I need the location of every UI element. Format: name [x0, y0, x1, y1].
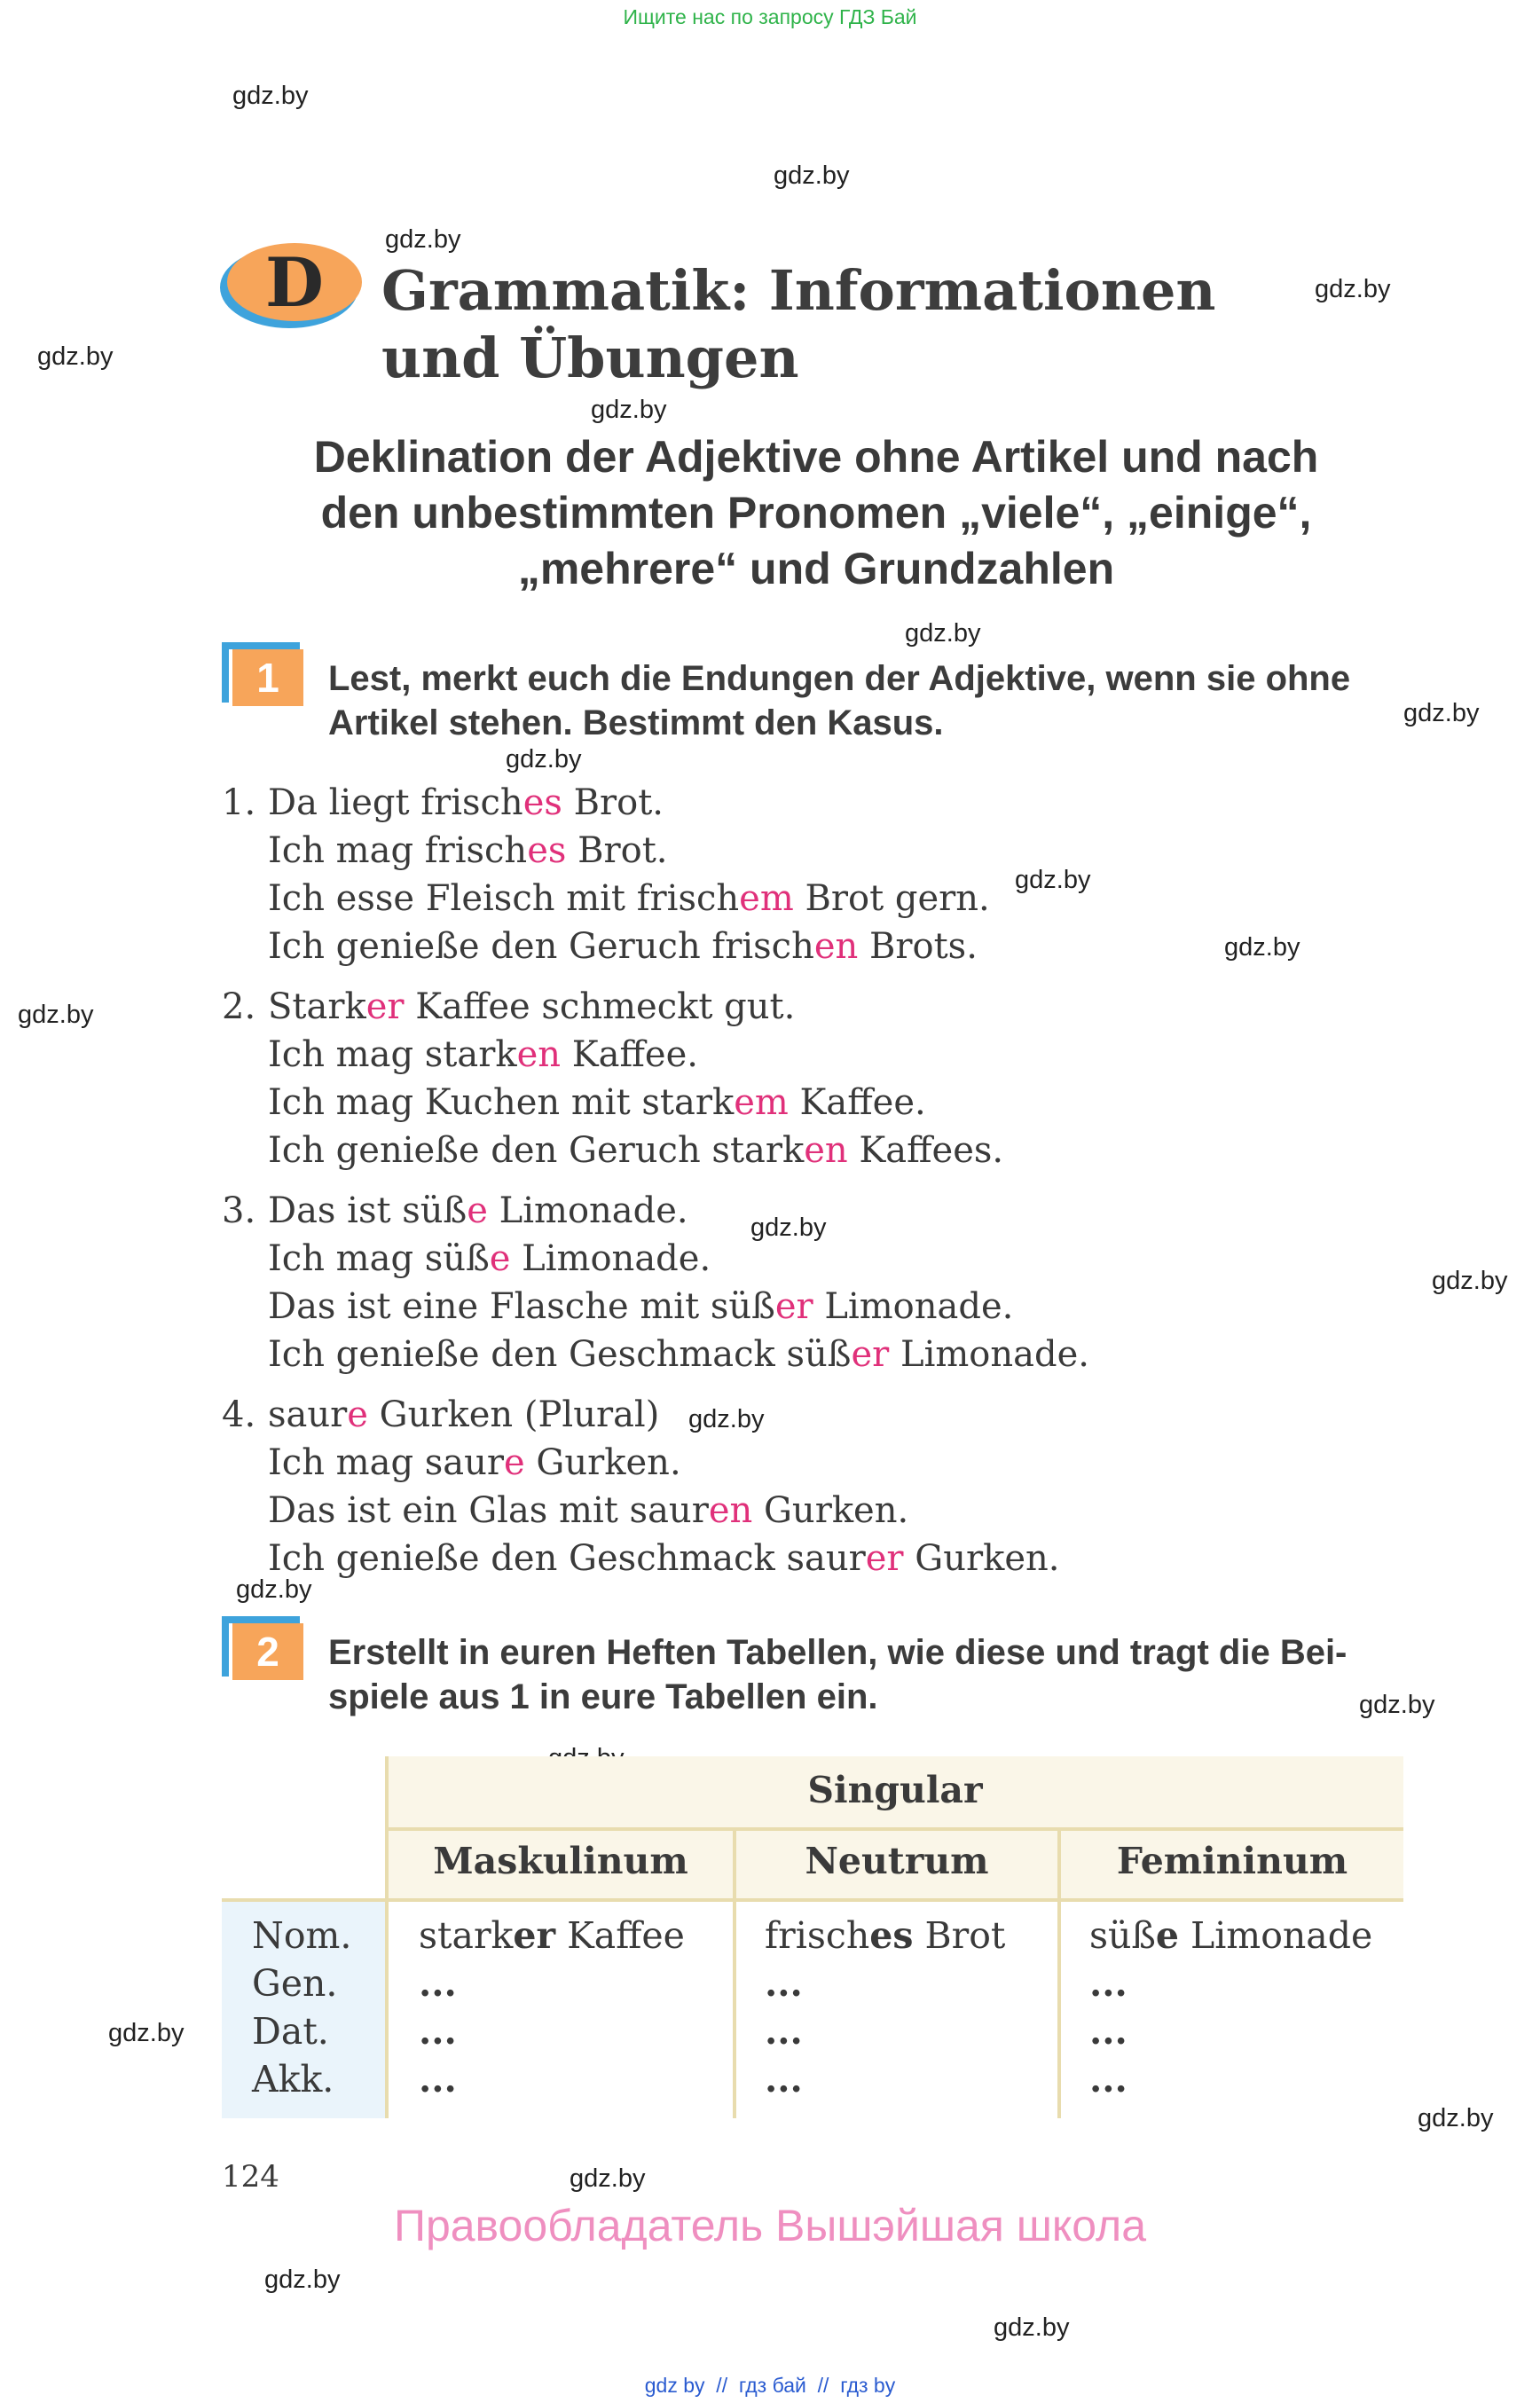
- task2-number-badge: 2: [232, 1623, 303, 1680]
- watermark: gdz.by: [37, 342, 114, 371]
- watermark: gdz.by: [994, 2313, 1070, 2342]
- example-line: Ich genieße den Geruch starken Kaffees.: [268, 1130, 1004, 1171]
- adjective-ending: en: [708, 1490, 753, 1531]
- example-line: Ich esse Fleisch mit frischem Brot gern.: [268, 878, 990, 919]
- case-label-dat: Dat.: [252, 2010, 329, 2053]
- watermark: gdz.by: [750, 1213, 827, 1242]
- example-line: saure Gurken (Plural): [268, 1394, 660, 1435]
- watermark: gdz.by: [232, 82, 309, 110]
- example-line: Ich mag starken Kaffee.: [268, 1034, 698, 1075]
- adjective-ending: en: [516, 1034, 562, 1075]
- top-search-note: Ищите нас по запросу ГДЗ Бай: [623, 5, 917, 28]
- example-number: 4.: [222, 1394, 256, 1435]
- task1-instruction-line1: Lest, merkt euch die Endungen der Adjektive, wenn sie ohne: [328, 659, 1351, 698]
- table-cell-placeholder: ...: [419, 2010, 457, 2053]
- watermark: gdz.by: [1432, 1267, 1508, 1295]
- adjective-ending: em: [739, 878, 794, 919]
- watermark: gdz.by: [1359, 1691, 1435, 1719]
- example-line: Das ist süße Limonade.: [268, 1190, 688, 1231]
- watermark: gdz.by: [570, 2164, 646, 2193]
- example-line: Das ist ein Glas mit sauren Gurken.: [268, 1490, 909, 1531]
- example-line: Ich genieße den Geschmack saurer Gurken.: [268, 1538, 1060, 1579]
- adjective-ending: e: [347, 1394, 368, 1435]
- task1-number-badge: 1: [232, 649, 303, 706]
- column-header-femininum: Femininum: [1116, 1840, 1348, 1882]
- example-number: 2.: [222, 986, 256, 1027]
- section-badge: [218, 238, 365, 332]
- table-cell-placeholder: ...: [1089, 1962, 1128, 2005]
- example-line: Ich mag Kuchen mit starkem Kaffee.: [268, 1082, 926, 1123]
- adjective-ending: es: [522, 782, 562, 823]
- watermark: gdz.by: [591, 396, 667, 424]
- adjective-ending: en: [804, 1130, 848, 1171]
- table-cell-placeholder: ...: [419, 2058, 457, 2101]
- watermark: gdz.by: [18, 1001, 94, 1029]
- watermark: gdz.by: [264, 2266, 341, 2294]
- subtitle-line3: „mehrere“ und Grundzahlen: [517, 544, 1115, 593]
- watermark: gdz.by: [1418, 2104, 1494, 2132]
- watermark: gdz.by: [688, 1405, 765, 1433]
- table-cell-nom-fem: süße Limonade: [1089, 1914, 1373, 1957]
- task2-badge-bar: [222, 1616, 300, 1623]
- adjective-ending: e: [504, 1442, 525, 1483]
- bottom-links[interactable]: gdz by // гдз бай // гдз by: [644, 2374, 896, 2397]
- adjective-ending: er: [865, 1538, 904, 1579]
- copyright-notice: Правообладатель Вышэйшая школа: [394, 2201, 1146, 2250]
- example-line: Da liegt frisches Brot.: [268, 782, 664, 823]
- adjective-ending: er: [851, 1334, 890, 1375]
- adjective-ending: er: [365, 986, 405, 1027]
- column-header-maskulinum: Maskulinum: [433, 1840, 688, 1882]
- watermark: gdz.by: [506, 745, 582, 774]
- section-letter: D: [265, 243, 324, 322]
- watermark: gdz.by: [236, 1575, 312, 1604]
- adjective-ending: er: [774, 1286, 813, 1327]
- page-number: 124: [222, 2159, 279, 2195]
- task1-instruction-line2: Artikel stehen. Bestimmt den Kasus.: [328, 703, 944, 742]
- watermark: gdz.by: [905, 619, 981, 648]
- adjective-ending: es: [527, 830, 567, 871]
- example-line: Ich mag frisches Brot.: [268, 830, 668, 871]
- example-number: 1.: [222, 782, 256, 823]
- task2-badge-bar: [222, 1616, 229, 1677]
- watermark: gdz.by: [108, 2019, 185, 2047]
- subtitle-line2: den unbestimmten Pronomen „viele“, „einige“,: [320, 488, 1312, 538]
- case-label-nom: Nom.: [252, 1914, 352, 1957]
- watermark: gdz.by: [1015, 866, 1091, 894]
- table-cell-placeholder: ...: [419, 1962, 457, 2005]
- table-cell-nom-mask: starker Kaffee: [419, 1914, 685, 1957]
- table-cell-placeholder: ...: [765, 2058, 803, 2101]
- subtitle-line1: Deklination der Adjektive ohne Artikel und nach: [313, 432, 1319, 482]
- adjective-ending: e: [489, 1238, 511, 1279]
- table-cell-placeholder: ...: [1089, 2010, 1128, 2053]
- example-line: Ich genieße den Geruch frischen Brots.: [268, 926, 978, 967]
- case-label-akk: Akk.: [252, 2058, 334, 2101]
- task2-instruction-line2: spiele aus 1 in eure Tabellen ein.: [328, 1677, 878, 1716]
- column-header-neutrum: Neutrum: [805, 1840, 989, 1882]
- watermark: gdz.by: [1315, 275, 1391, 303]
- page-title-line2: und Übungen: [381, 326, 799, 390]
- adjective-ending: en: [813, 926, 859, 967]
- case-label-gen: Gen.: [252, 1962, 338, 2005]
- example-line: Starker Kaffee schmeckt gut.: [268, 986, 796, 1027]
- table-divider: [387, 1827, 1403, 1831]
- example-number: 3.: [222, 1190, 256, 1231]
- table-cell-nom-neut: frisches Brot: [765, 1914, 1006, 1957]
- watermark: gdz.by: [774, 161, 850, 190]
- watermark: gdz.by: [385, 225, 461, 254]
- table-group-header: Singular: [807, 1769, 983, 1811]
- adjective-ending: e: [467, 1190, 488, 1231]
- example-line: Ich genieße den Geschmack süßer Limonade.: [268, 1334, 1089, 1375]
- adjective-ending: em: [734, 1082, 789, 1123]
- example-line: Ich mag saure Gurken.: [268, 1442, 681, 1483]
- task1-badge-bar: [222, 642, 300, 649]
- example-line: Das ist eine Flasche mit süßer Limonade.: [268, 1286, 1014, 1327]
- task1-badge-bar: [222, 642, 229, 703]
- page-title-line1: Grammatik: Informationen: [381, 258, 1216, 323]
- example-line: Ich mag süße Limonade.: [268, 1238, 711, 1279]
- table-cell-placeholder: ...: [765, 2010, 803, 2053]
- table-cell-placeholder: ...: [1089, 2058, 1128, 2101]
- table-divider: [222, 1898, 1403, 1902]
- task2-instruction-line1: Erstellt in euren Heften Tabellen, wie diese und tragt die Bei-: [328, 1633, 1348, 1672]
- watermark: gdz.by: [1403, 699, 1480, 727]
- table-cell-placeholder: ...: [765, 1962, 803, 2005]
- watermark: gdz.by: [1224, 933, 1300, 962]
